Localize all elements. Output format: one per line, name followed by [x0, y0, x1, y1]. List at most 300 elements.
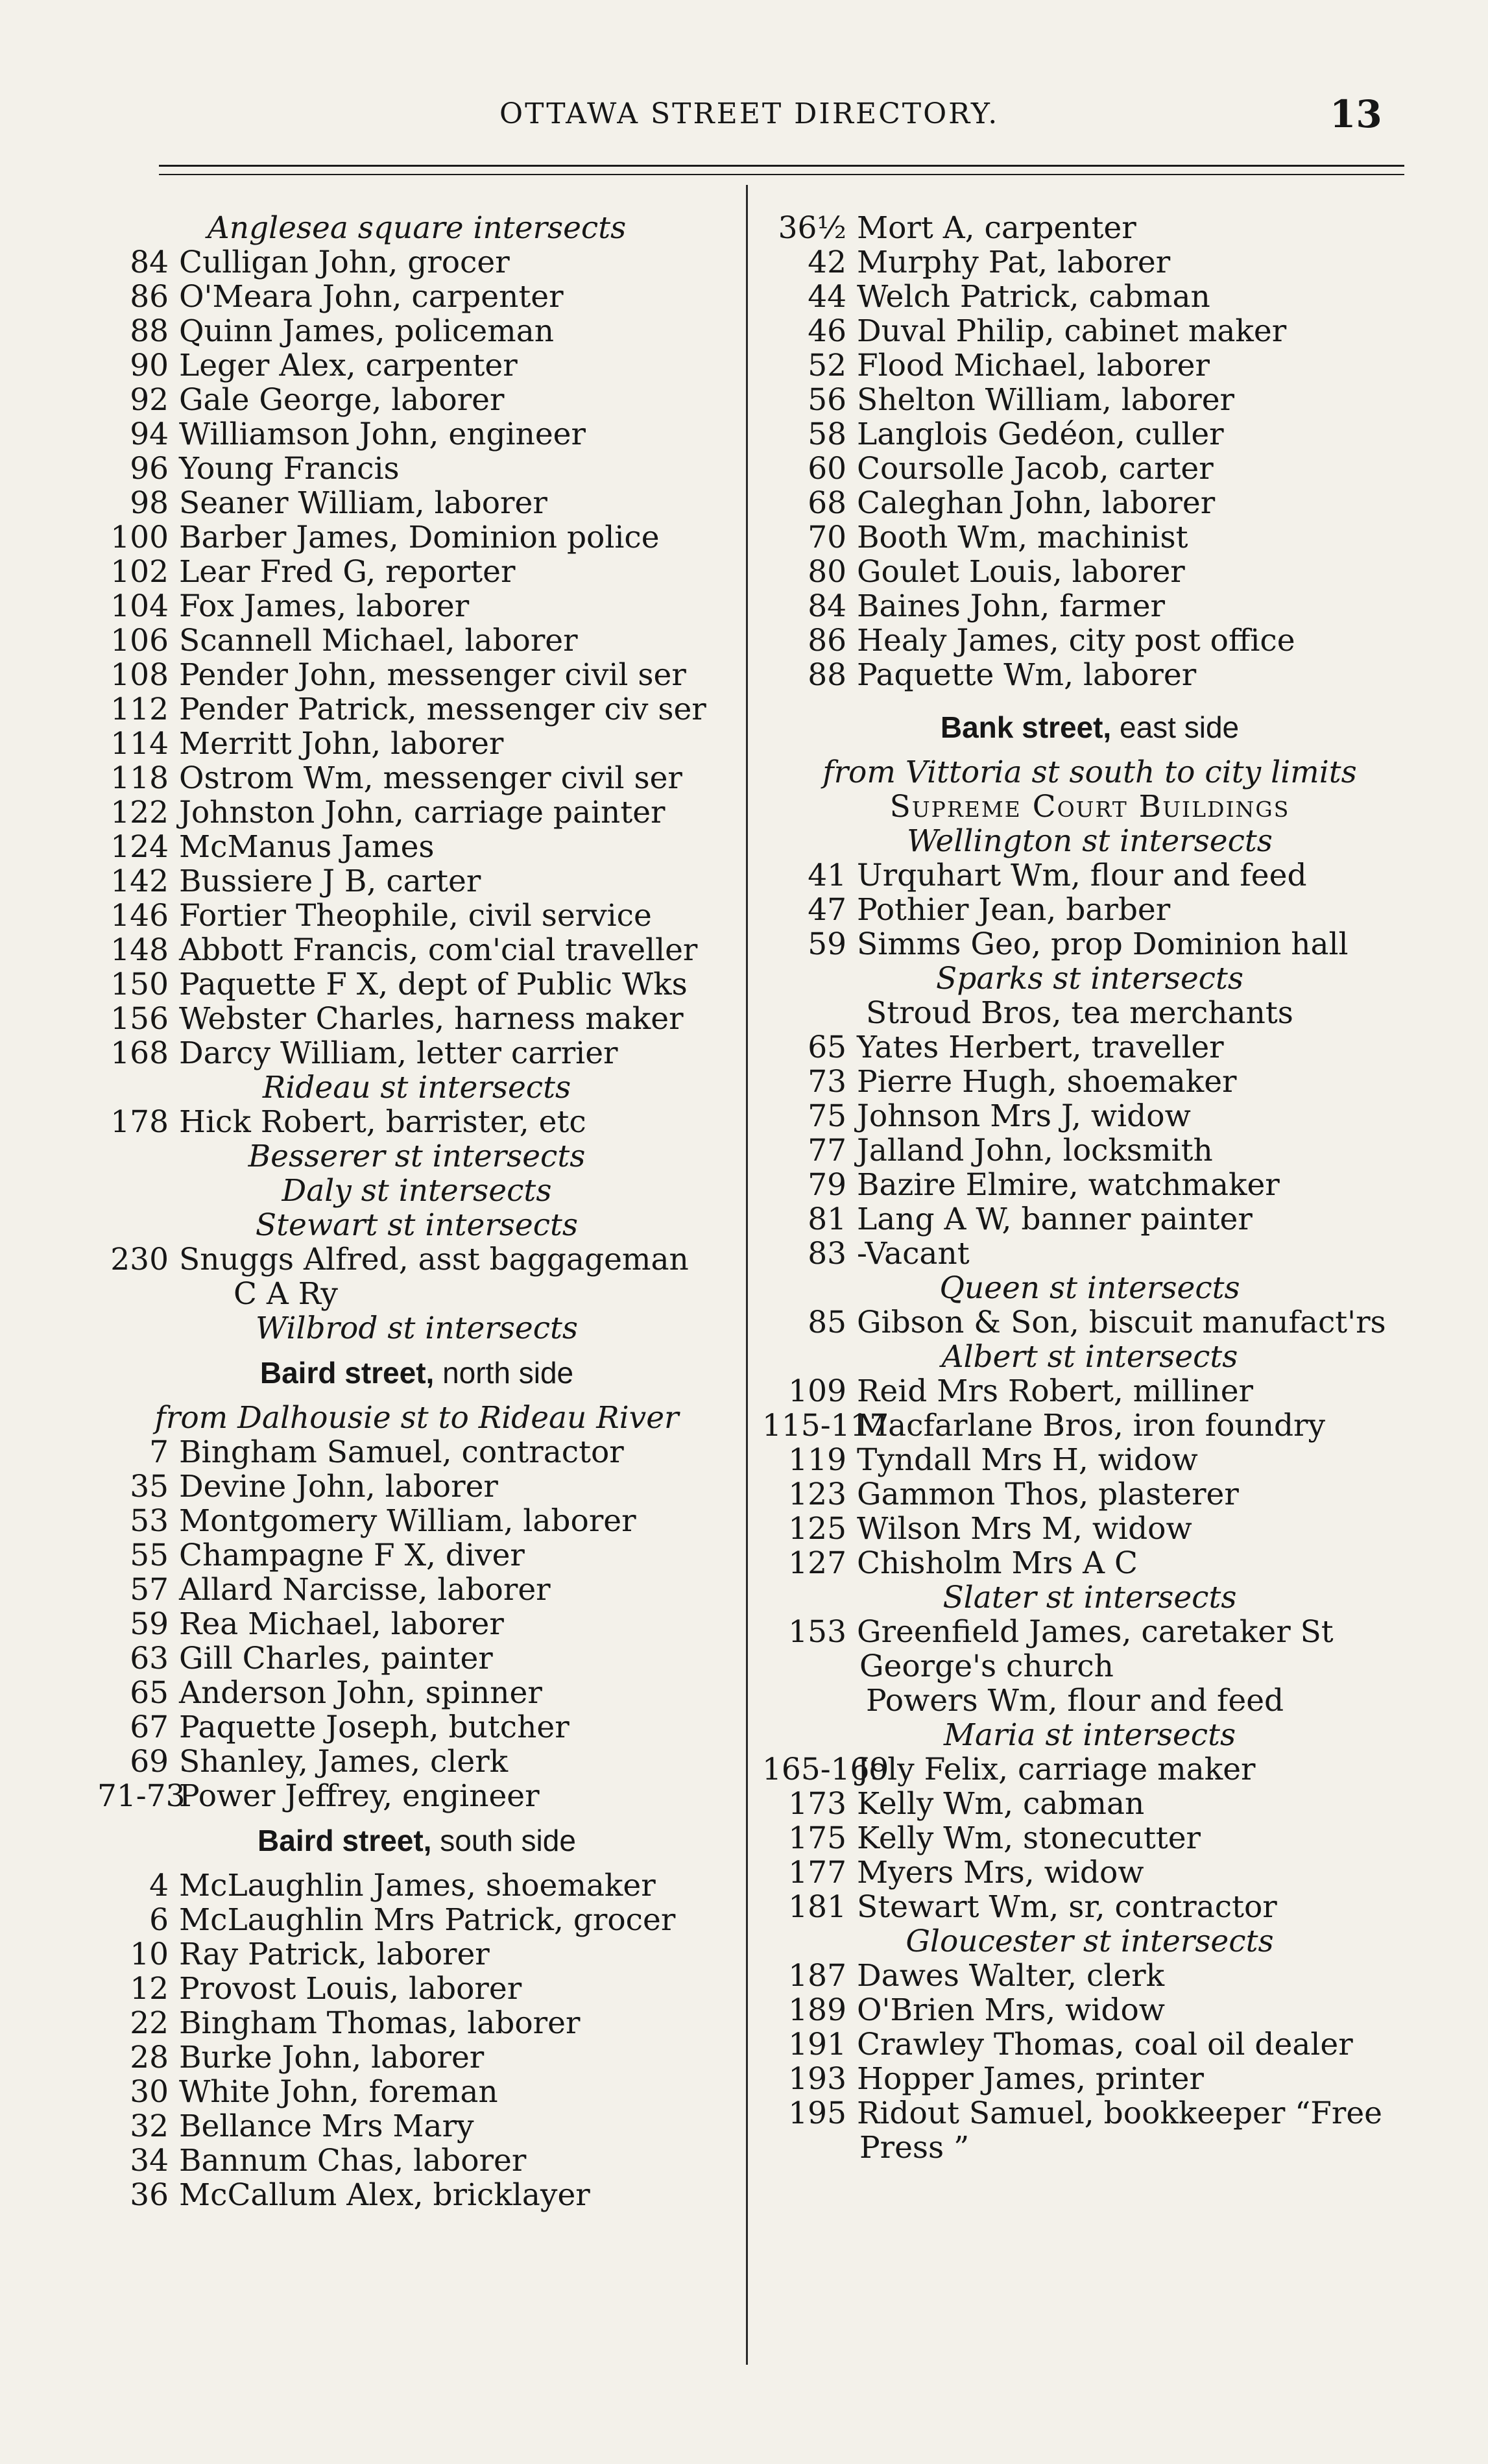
directory-entry	[762, 1305, 1417, 1340]
resident-entry: Joly Felix, carriage maker	[857, 1752, 1256, 1787]
header-rule-bottom	[159, 174, 1404, 175]
directory-entry	[97, 348, 736, 383]
resident-entry: Allard Narcisse, laborer	[179, 1572, 551, 1608]
resident-entry: Pierre Hugh, shoemaker	[857, 1064, 1237, 1100]
house-number: 57	[130, 1572, 169, 1608]
unnumbered-entry: Powers Wm, flour and feed	[866, 1683, 1284, 1719]
house-number: 30	[130, 2074, 169, 2110]
directory-entry	[97, 2144, 736, 2178]
directory-entry	[762, 417, 1417, 452]
resident-entry: Webster Charles, harness maker	[179, 1001, 684, 1037]
running-title: OTTAWA STREET DIRECTORY.	[499, 97, 1000, 130]
resident-entry: Pender Patrick, messenger civ ser	[179, 692, 706, 727]
building-heading: Supreme Court Buildings	[889, 789, 1290, 825]
directory-entry	[762, 1512, 1417, 1546]
resident-entry: Abbott Francis, com'cial traveller	[179, 932, 698, 968]
resident-entry: Paquette F X, dept of Public Wks	[179, 967, 688, 1002]
house-number: 10	[130, 1937, 169, 1972]
house-number: 22	[130, 2005, 169, 2041]
house-number: 84	[130, 245, 169, 280]
house-number: 106	[110, 623, 169, 658]
street-side: north side	[434, 1356, 574, 1390]
house-number: 100	[110, 520, 169, 555]
resident-entry: Jalland John, locksmith	[857, 1133, 1213, 1168]
resident-entry: McLaughlin Mrs Patrick, grocer	[179, 1902, 676, 1938]
resident-entry: Bannum Chas, laborer	[179, 2143, 527, 2179]
house-number: 59	[808, 926, 846, 962]
directory-entry	[97, 2040, 736, 2075]
resident-entry: Hick Robert, barrister, etc	[179, 1104, 586, 1140]
resident-entry: -Vacant	[857, 1236, 970, 1272]
house-number: 181	[788, 1889, 846, 1925]
directory-entry	[762, 1752, 1417, 1787]
resident-entry: Barber James, Dominion police	[179, 520, 660, 555]
intersection-heading: Wellington st intersects	[907, 823, 1273, 859]
resident-entry: Paquette Joseph, butcher	[179, 1709, 570, 1745]
directory-entry	[762, 2096, 1417, 2131]
house-number: 56	[808, 382, 846, 418]
directory-entry	[97, 1469, 736, 1504]
resident-entry: Scannell Michael, laborer	[179, 623, 578, 658]
house-number: 187	[788, 1958, 846, 1994]
resident-entry: Baines John, farmer	[857, 588, 1166, 624]
directory-entry	[762, 348, 1417, 383]
intersection-heading: Daly st intersects	[282, 1173, 552, 1209]
directory-entry	[97, 245, 736, 280]
resident-entry: Johnston John, carriage painter	[179, 795, 666, 830]
resident-entry: Ostrom Wm, messenger civil ser	[179, 760, 682, 796]
house-number: 41	[808, 858, 846, 893]
resident-entry: Gibson & Son, biscuit manufact'rs	[857, 1305, 1386, 1340]
directory-entry	[762, 280, 1417, 314]
directory-entry	[97, 555, 736, 589]
house-number: 65	[130, 1675, 169, 1711]
directory-entry	[97, 2178, 736, 2212]
resident-entry: Gale George, laborer	[179, 382, 505, 418]
left-column	[97, 211, 736, 2212]
house-number: 86	[130, 279, 169, 315]
house-number: 112	[110, 692, 169, 727]
header-rule-top	[159, 165, 1404, 167]
directory-entry	[762, 1374, 1417, 1408]
street-name: Baird street,	[258, 1824, 432, 1857]
house-number: 65	[808, 1030, 846, 1065]
directory-entry	[97, 1868, 736, 1903]
house-number: 168	[110, 1035, 169, 1071]
resident-entry: O'Meara John, carpenter	[179, 279, 564, 315]
directory-entry	[97, 417, 736, 452]
house-number: 125	[788, 1511, 846, 1547]
intersection-heading: from Vittoria st south to city limits	[822, 755, 1357, 790]
house-number: 114	[110, 726, 169, 762]
house-number: 96	[130, 451, 169, 487]
directory-entry	[97, 383, 736, 417]
house-number: 67	[130, 1709, 169, 1745]
resident-entry: Culligan John, grocer	[179, 245, 510, 280]
house-number: 88	[130, 313, 169, 349]
directory-entry	[97, 933, 736, 967]
directory-entry	[762, 1202, 1417, 1237]
column-divider	[746, 185, 748, 2365]
house-number: 90	[130, 348, 169, 383]
directory-entry	[762, 2062, 1417, 2096]
house-number: 60	[808, 451, 846, 487]
house-number: 92	[130, 382, 169, 418]
resident-entry: Kelly Wm, cabman	[857, 1786, 1145, 1822]
house-number: 80	[808, 554, 846, 590]
directory-entry	[762, 1959, 1417, 1993]
intersection-heading: Stewart st intersects	[255, 1207, 579, 1243]
directory-entry	[97, 1242, 736, 1277]
house-number: 6	[149, 1902, 169, 1938]
street-side: east side	[1111, 710, 1240, 744]
directory-entry	[97, 658, 736, 692]
resident-entry: Power Jeffrey, engineer	[179, 1778, 540, 1814]
directory-entry	[97, 1745, 736, 1779]
resident-entry: Ray Patrick, laborer	[179, 1937, 490, 1972]
house-number: 81	[808, 1202, 846, 1237]
house-number: 75	[808, 1098, 846, 1134]
house-number: 165-169	[762, 1752, 889, 1787]
resident-entry: Pothier Jean, barber	[857, 892, 1171, 928]
house-number: 58	[808, 417, 846, 452]
directory-entry	[97, 727, 736, 761]
street-heading	[762, 710, 1417, 745]
house-number: 98	[130, 485, 169, 521]
resident-entry: Johnson Mrs J, widow	[857, 1098, 1191, 1134]
house-number: 150	[110, 967, 169, 1002]
spacer	[97, 1346, 736, 1356]
directory-entry	[97, 1676, 736, 1710]
directory-entry	[762, 245, 1417, 280]
house-number: 12	[130, 1971, 169, 2007]
house-number: 86	[808, 623, 846, 658]
directory-entry	[97, 899, 736, 933]
directory-entry	[762, 1546, 1417, 1580]
resident-entry: Provost Louis, laborer	[179, 1971, 522, 2007]
directory-entry	[97, 1972, 736, 2006]
directory-entry	[97, 1002, 736, 1036]
directory-entry	[762, 1855, 1417, 1890]
directory-entry	[762, 858, 1417, 893]
page-header	[0, 92, 1488, 136]
directory-entry	[97, 967, 736, 1002]
directory-entry	[97, 1504, 736, 1538]
directory-entry	[762, 1408, 1417, 1443]
resident-entry: White John, foreman	[179, 2074, 498, 2110]
resident-entry: Gill Charles, painter	[179, 1641, 493, 1676]
street-heading	[97, 1824, 736, 1858]
directory-entry	[762, 1168, 1417, 1202]
house-number: 55	[130, 1538, 169, 1573]
resident-entry: Shelton William, laborer	[857, 382, 1234, 418]
resident-entry: Paquette Wm, laborer	[857, 657, 1197, 693]
resident-entry: Caleghan John, laborer	[857, 485, 1216, 521]
resident-entry: Tyndall Mrs H, widow	[857, 1442, 1198, 1478]
house-number: 28	[130, 2040, 169, 2075]
directory-entry	[97, 692, 736, 727]
resident-entry: Goulet Louis, laborer	[857, 554, 1185, 590]
resident-entry: Bussiere J B, carter	[179, 864, 481, 899]
house-number: 71-73	[97, 1778, 186, 1814]
resident-entry: Mort A, carpenter	[857, 210, 1136, 246]
house-number: 79	[808, 1167, 846, 1203]
resident-entry: Wilson Mrs M, widow	[857, 1511, 1192, 1547]
house-number: 153	[788, 1614, 846, 1650]
house-number: 104	[110, 588, 169, 624]
resident-entry: Simms Geo, prop Dominion hall	[857, 926, 1349, 962]
directory-entry	[97, 589, 736, 623]
directory-entry	[762, 452, 1417, 486]
resident-entry: Myers Mrs, widow	[857, 1855, 1144, 1890]
resident-entry: Snuggs Alfred, asst baggageman	[179, 1242, 689, 1277]
directory-entry	[97, 830, 736, 864]
resident-entry: Stewart Wm, sr, contractor	[857, 1889, 1277, 1925]
house-number: 109	[788, 1373, 846, 1409]
house-number: 178	[110, 1104, 169, 1140]
resident-entry: Montgomery William, laborer	[179, 1503, 636, 1539]
directory-entry	[97, 2075, 736, 2109]
directory-entry	[762, 927, 1417, 961]
house-number: 148	[110, 932, 169, 968]
house-number: 59	[130, 1606, 169, 1642]
directory-entry	[97, 452, 736, 486]
house-number: 123	[788, 1477, 846, 1512]
directory-entry	[762, 555, 1417, 589]
resident-entry: Lear Fred G, reporter	[179, 554, 516, 590]
house-number: 193	[788, 2061, 846, 2097]
resident-entry: Williamson John, engineer	[179, 417, 586, 452]
directory-entry	[762, 1821, 1417, 1855]
house-number: 102	[110, 554, 169, 590]
directory-entry	[97, 1937, 736, 1972]
house-number: 32	[130, 2108, 169, 2144]
house-number: 230	[110, 1242, 169, 1277]
intersection-heading: Maria st intersects	[943, 1717, 1236, 1753]
directory-entry	[97, 1903, 736, 1937]
resident-entry: O'Brien Mrs, widow	[857, 1992, 1165, 2028]
resident-entry: Booth Wm, machinist	[857, 520, 1188, 555]
directory-entry	[762, 1099, 1417, 1133]
directory-entry	[762, 1787, 1417, 1821]
directory-entry	[762, 658, 1417, 692]
resident-entry: McLaughlin James, shoemaker	[179, 1868, 656, 1903]
resident-entry: Young Francis	[179, 451, 400, 487]
resident-entry: Coursolle Jacob, carter	[857, 451, 1214, 487]
house-number: 42	[808, 245, 846, 280]
resident-entry: Leger Alex, carpenter	[179, 348, 518, 383]
house-number: 53	[130, 1503, 169, 1539]
directory-entry	[97, 795, 736, 830]
directory-entry	[762, 1030, 1417, 1065]
resident-entry: Burke John, laborer	[179, 2040, 485, 2075]
resident-entry: Fox James, laborer	[179, 588, 470, 624]
resident-entry: Devine John, laborer	[179, 1469, 498, 1504]
resident-entry: Ridout Samuel, bookkeeper “Free	[857, 2096, 1382, 2131]
spacer	[97, 1813, 736, 1824]
house-number: 34	[130, 2143, 169, 2179]
spacer	[97, 1390, 736, 1401]
right-column	[762, 211, 1417, 2165]
intersection-heading: Queen st intersects	[939, 1270, 1240, 1306]
house-number: 84	[808, 588, 846, 624]
resident-entry: Welch Patrick, cabman	[857, 279, 1210, 315]
resident-entry: Reid Mrs Robert, milliner	[857, 1373, 1253, 1409]
house-number: 115-117	[762, 1408, 889, 1443]
resident-entry: Anderson John, spinner	[179, 1675, 542, 1711]
resident-entry: Shanley, James, clerk	[179, 1744, 509, 1780]
resident-entry: Dawes Walter, clerk	[857, 1958, 1165, 1994]
resident-entry: Merritt John, laborer	[179, 726, 504, 762]
resident-entry: Greenfield James, caretaker St	[857, 1614, 1334, 1650]
unnumbered-entry: Stroud Bros, tea merchants	[866, 995, 1293, 1031]
resident-entry: Duval Philip, cabinet maker	[857, 313, 1287, 349]
directory-entry	[97, 280, 736, 314]
house-number: 175	[788, 1820, 846, 1856]
page-number: 13	[1330, 92, 1382, 136]
directory-entry	[762, 1443, 1417, 1477]
resident-entry: Pender John, messenger civil ser	[179, 657, 686, 693]
directory-entry	[97, 623, 736, 658]
intersection-heading: Anglesea square intersects	[207, 210, 627, 246]
entry-continuation: George's church	[859, 1649, 1114, 1684]
house-number: 118	[110, 760, 169, 796]
directory-entry	[762, 314, 1417, 348]
resident-entry: Healy James, city post office	[857, 623, 1295, 658]
spacer	[762, 745, 1417, 755]
house-number: 122	[110, 795, 169, 830]
directory-entry	[97, 520, 736, 555]
street-name: Baird street,	[259, 1356, 435, 1390]
directory-entry	[762, 1993, 1417, 2027]
directory-entry	[762, 486, 1417, 520]
house-number: 47	[808, 892, 846, 928]
intersection-heading: from Dalhousie st to Rideau River	[154, 1400, 679, 1436]
entry-continuation: Press ”	[859, 2130, 970, 2166]
resident-entry: Hopper James, printer	[857, 2061, 1204, 2097]
directory-entry	[97, 1710, 736, 1745]
house-number: 35	[130, 1469, 169, 1504]
directory-entry	[762, 520, 1417, 555]
resident-entry: Gammon Thos, plasterer	[857, 1477, 1239, 1512]
directory-entry	[762, 623, 1417, 658]
directory-entry	[97, 2006, 736, 2040]
spacer	[762, 692, 1417, 710]
house-number: 7	[149, 1434, 169, 1470]
house-number: 88	[808, 657, 846, 693]
house-number: 127	[788, 1545, 846, 1581]
directory-entry	[762, 589, 1417, 623]
intersection-heading: Sparks st intersects	[936, 961, 1243, 996]
resident-entry: Yates Herbert, traveller	[857, 1030, 1224, 1065]
house-number: 52	[808, 348, 846, 383]
resident-entry: Chisholm Mrs A C	[857, 1545, 1138, 1581]
intersection-heading: Wilbrod st intersects	[255, 1311, 579, 1346]
house-number: 68	[808, 485, 846, 521]
house-number: 4	[149, 1868, 169, 1903]
directory-entry	[762, 383, 1417, 417]
resident-entry: Flood Michael, laborer	[857, 348, 1210, 383]
directory-entry	[97, 314, 736, 348]
directory-entry	[97, 1607, 736, 1641]
house-number: 146	[110, 898, 169, 934]
house-number: 195	[788, 2096, 846, 2131]
directory-entry	[97, 1573, 736, 1607]
directory-entry	[762, 1237, 1417, 1271]
street-side: south side	[431, 1824, 576, 1857]
intersection-heading: Albert st intersects	[941, 1339, 1238, 1375]
resident-entry: Seaner William, laborer	[179, 485, 547, 521]
resident-entry: Darcy William, letter carrier	[179, 1035, 618, 1071]
house-number: 36	[130, 2177, 169, 2213]
house-number: 156	[110, 1001, 169, 1037]
resident-entry: Murphy Pat, laborer	[857, 245, 1171, 280]
house-number: 85	[808, 1305, 846, 1340]
resident-entry: Lang A W, banner painter	[857, 1202, 1253, 1237]
directory-entry	[762, 1133, 1417, 1168]
house-number: 124	[110, 829, 169, 865]
directory-entry	[97, 2109, 736, 2144]
house-number: 63	[130, 1641, 169, 1676]
resident-entry: Rea Michael, laborer	[179, 1606, 504, 1642]
house-number: 73	[808, 1064, 846, 1100]
house-number: 142	[110, 864, 169, 899]
directory-entry	[97, 1105, 736, 1139]
resident-entry: Champagne F X, diver	[179, 1538, 525, 1573]
house-number: 46	[808, 313, 846, 349]
intersection-heading: Besserer st intersects	[248, 1139, 586, 1174]
resident-entry: Bellance Mrs Mary	[179, 2108, 474, 2144]
directory-entry	[762, 1065, 1417, 1099]
directory-entry	[97, 1435, 736, 1469]
resident-entry: Bingham Thomas, laborer	[179, 2005, 581, 2041]
directory-entry	[762, 893, 1417, 927]
house-number: 119	[788, 1442, 846, 1478]
street-name: Bank street,	[940, 710, 1112, 744]
resident-entry: Langlois Gedéon, culler	[857, 417, 1224, 452]
spacer	[97, 1858, 736, 1868]
house-number: 189	[788, 1992, 846, 2028]
resident-entry: Bingham Samuel, contractor	[179, 1434, 624, 1470]
resident-entry: Macfarlane Bros, iron foundry	[857, 1408, 1326, 1443]
directory-entry	[97, 864, 736, 899]
street-heading	[97, 1356, 736, 1390]
resident-entry: Kelly Wm, stonecutter	[857, 1820, 1201, 1856]
directory-entry	[97, 1641, 736, 1676]
house-number: 77	[808, 1133, 846, 1168]
directory-entry	[762, 1615, 1417, 1649]
house-number: 94	[130, 417, 169, 452]
resident-entry: Urquhart Wm, flour and feed	[857, 858, 1307, 893]
intersection-heading: Gloucester st intersects	[906, 1924, 1274, 1959]
directory-entry	[97, 1036, 736, 1070]
directory-entry	[762, 1890, 1417, 1924]
resident-entry: Fortier Theophile, civil service	[179, 898, 652, 934]
intersection-heading: Rideau st intersects	[262, 1070, 571, 1105]
house-number: 83	[808, 1236, 846, 1272]
house-number: 36½	[778, 210, 846, 246]
directory-entry	[762, 211, 1417, 245]
resident-entry: McCallum Alex, bricklayer	[179, 2177, 590, 2213]
directory-entry	[762, 2027, 1417, 2062]
house-number: 177	[788, 1855, 846, 1890]
house-number: 191	[788, 2027, 846, 2062]
house-number: 173	[788, 1786, 846, 1822]
resident-entry: Crawley Thomas, coal oil dealer	[857, 2027, 1353, 2062]
entry-continuation: C A Ry	[234, 1276, 338, 1312]
resident-entry: McManus James	[179, 829, 435, 865]
resident-entry: Quinn James, policeman	[179, 313, 554, 349]
